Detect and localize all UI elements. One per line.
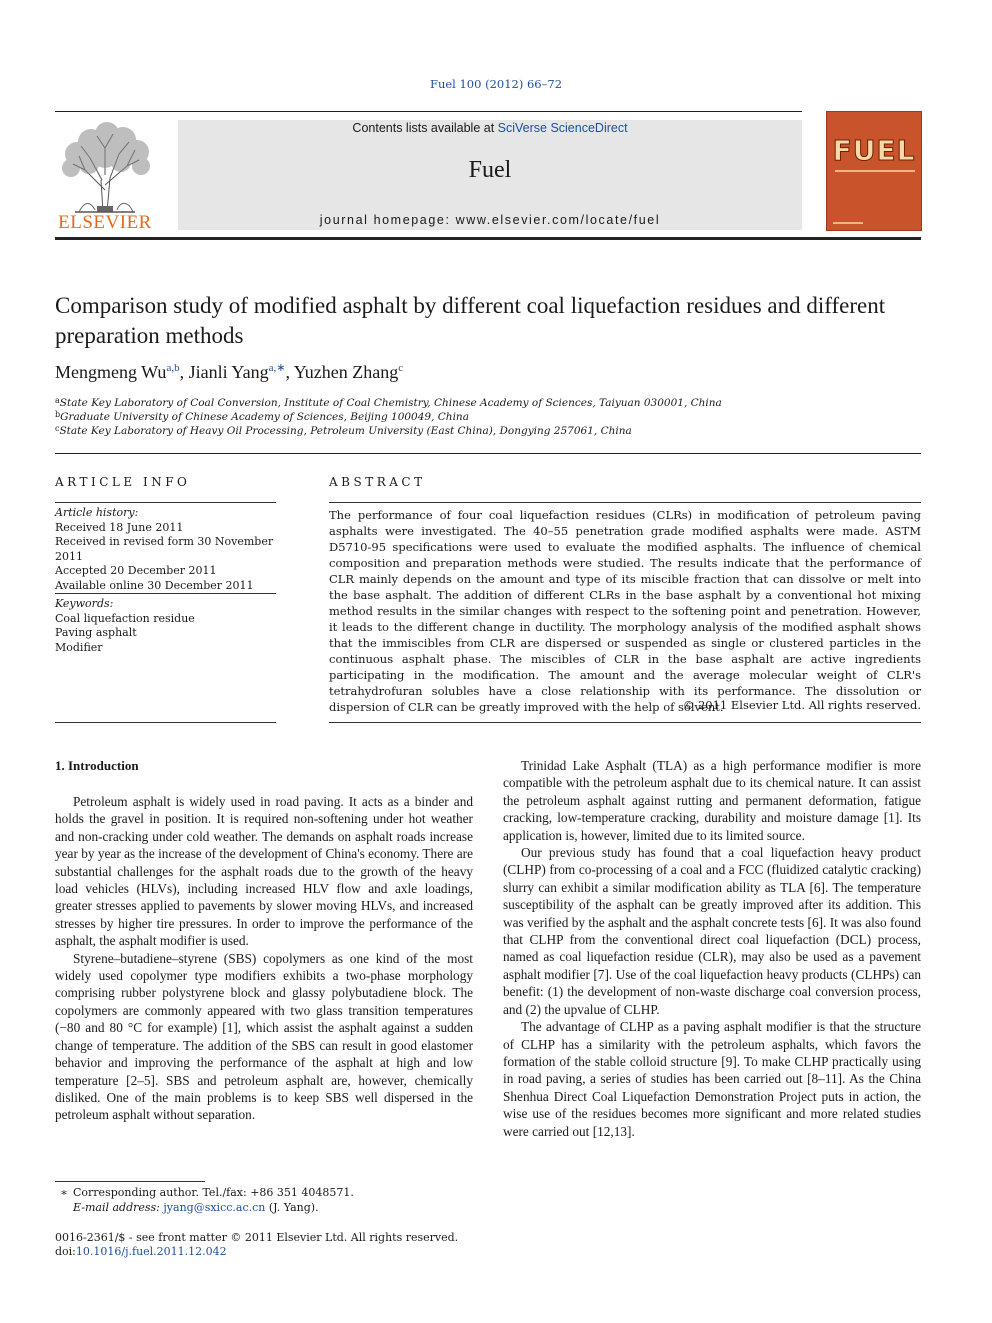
footnote-rule [55,1181,205,1182]
author-separator: , [179,362,189,382]
body-column-right [503,757,921,1140]
sciencedirect-link[interactable]: SciVerse ScienceDirect [497,121,628,135]
doi-prefix: doi: [55,1245,76,1258]
abstract-text: The performance of four coal liquefaction residues (CLRs) in modification of petroleum paving asphalts were investigated. The 40–55 penetration grade modified asphalts were made. ASTM D5710-95 specifications were used to evaluate the modified asphalts. The influence of chemical composition and preparation methods were studied. The results indicate that the performance of CLR mainly depends on the amount and type of its miscible fraction that can dissolve or melt into the base asphalt. The addition of different CLRs in the base asphalt by a conventional hot mixing method results in the similar changes with respect to the softening point and penetration. However, it leads to the different change in ductility. The morphology analysis of the modified asphalt shows that the immiscibles from CLR are dispersed or suspended as single or clustered particles in the continuous asphalt phase. The miscibles of CLR in the base asphalt are active ingredients participating in the modification. The amount and the average molecular weight of CLR's tetrahydrofuran solubles have a close relationship with its performance. The dissolution or dispersion of CLR can be greatly improved with the help of solvent. [329,508,921,714]
article-info-heading: ARTICLE INFO [55,475,191,489]
author-name: Jianli Yang [188,362,269,382]
affiliation [55,410,921,423]
cover-decoration [833,222,863,224]
article-info-rule [55,722,276,723]
history-label: Article history: [55,506,139,519]
affiliation-mark: a [55,396,60,405]
journal-cover-thumbnail[interactable] [826,111,922,231]
email-suffix: (J. Yang). [268,1200,319,1214]
abstract-heading: ABSTRACT [329,475,426,489]
body-paragraph: Our previous study has found that a coal liquefaction heavy product (CLHP) from co-processing of a coal and a FCC (fluidized catalytic cracking) slurry can exhibit a similar modification ability as TLA [6]. The temperature susceptibility of the asphalt can be greatly improved after its addition. This was verified by the asphalt and the asphalt concrete tests [6]. It was also found that CLHP from the conventional direct coal liquefaction (DCL) process, named as coal liquefaction residue (CLR), may also be used as a pavement asphalt modifier [7]. Use of the coal liquefaction heavy products (CLHPs) can benefit: (1) the development of non-waste discharge coal conversion process, and (2) the upvalue of CLHP. [503,845,921,1017]
affiliation-text: State Key Laboratory of Heavy Oil Processing, Petroleum University (East China), Dongying 257061, China [59,425,632,437]
author-list [55,361,921,383]
body-paragraph: Styrene–butadiene–styrene (SBS) copolymers as one kind of the most widely used copolymer type modifiers exhibits a two-phase morphology comprising rubber polystyrene block and glassy polybutadiene block. The copolymers are commonly appeared with two glass transition temperatures (−80 and 80 °C for example) [1], which assist the asphalt against a sudden change of temperature. The addition of the SBS can result in good elastomer behavior and improving the performance of the asphalt at high and low temperature [2–5]. SBS and petroleum asphalt are, however, chemically disliked. One of the main problems is to keep SBS well dispersed in the petroleum asphalt without separation. [55,950,473,1123]
history-received: Received 18 June 2011 [55,520,184,534]
abstract-rule [329,722,921,723]
header-rule-bottom [55,237,921,240]
keyword: Modifier [55,640,103,654]
abstract-rule [329,502,921,503]
history-online: Available online 30 December 2011 [55,578,254,592]
article-info-rule [55,593,276,594]
article-history [55,506,276,593]
corresponding-author-note [55,1186,473,1215]
keywords [55,597,276,655]
author-separator: , [285,362,294,382]
journal-name: Fuel [468,157,512,183]
history-revised: Received in revised form 30 November 2011 [55,535,274,563]
doi-line [55,1245,473,1259]
author-affiliation-marks[interactable]: a,b [166,362,180,374]
corresponding-line [55,1186,473,1201]
affiliation-text: Graduate University of Chinese Academy of Sciences, Beijing 100049, China [60,411,469,423]
body-paragraph: Trinidad Lake Asphalt (TLA) as a high performance modifier is more compatible with the petroleum asphalt due to its chemical nature. It can assist the petroleum asphalt against rutting and permanent deformation, fatigue cracking, low-temperature cracking, durability and moisture damage [1]. Its application is, however, limited due to its limited source. [503,758,921,843]
issn-block [55,1231,473,1259]
issn-line: 0016-2361/$ - see front matter © 2011 Elsevier Ltd. All rights reserved. [55,1231,459,1244]
article-info-rule [55,502,276,503]
journal-citation[interactable]: Fuel 100 (2012) 66–72 [429,77,563,91]
contents-line [178,121,802,135]
author-affiliation-marks[interactable]: c [398,362,404,374]
header-rule-top [55,111,802,112]
journal-homepage[interactable]: journal homepage: www.elsevier.com/locate/fuel [319,213,661,227]
section-heading: 1. Introduction [55,758,139,773]
author-affiliation-marks[interactable]: a,∗ [268,362,286,374]
affiliation-mark: c [55,424,60,433]
doi-link[interactable]: 10.1016/j.fuel.2011.12.042 [75,1245,227,1258]
article-title: Comparison study of modified asphalt by different coal liquefaction residues and different preparation methods [55,293,886,348]
corresponding-text: Corresponding author. Tel./fax: +86 351 4048571. [73,1186,354,1199]
section-rule [55,453,921,454]
email-link[interactable]: jyang@sxicc.ac.cn [163,1200,266,1214]
author-name: Mengmeng Wu [55,362,167,382]
affiliation [55,424,921,437]
history-accepted: Accepted 20 December 2011 [55,564,217,577]
affiliation [55,396,921,409]
email-line [55,1201,473,1216]
body-column-left [55,793,473,1124]
cover-title: FUEL [832,134,916,167]
corresponding-mark: ∗ [60,1186,68,1199]
cover-decoration [835,170,915,172]
email-label: E-mail address: [73,1200,160,1214]
keyword: Coal liquefaction residue [55,611,195,625]
keywords-label: Keywords: [55,597,114,610]
keyword: Paving asphalt [55,626,137,639]
body-paragraph: The advantage of CLHP as a paving asphalt modifier is that the structure of CLHP has a similarity with the petroleum asphalts, which favors the formation of the stable colloid structure [9]. To make CLHP practically using in road paving, a series of studies has been carried out [8–11]. As the China Shenhua Direct Coal Liquefaction Demonstration Project puts in action, the wise use of the residues becomes more significant and more related studies were carried out [12,13]. [503,1019,921,1139]
body-paragraph: Petroleum asphalt is widely used in road paving. It acts as a binder and holds the gravel in position. It is required non-softening under hot weather and non-cracking under cold weather. The demands on asphalt roads increase year by year as the increase of the development of China's economy. There are substantial challenges for the asphalt roads due to the growth of the heavy load vehicles (HLVs), including increased HLV flow and axle loadings, greater stresses applied to pavements by slower moving HLVs, and increased stresses by higher tire pressures. In order to improve the performance of the asphalt, the asphalt modifier is used. [55,794,473,949]
affiliation-text: State Key Laboratory of Coal Conversion, Institute of Coal Chemistry, Chinese Academy of Sciences, Taiyuan 030001, China [59,397,722,409]
contents-prefix: Contents lists available at [352,121,498,135]
abstract-copyright: © 2011 Elsevier Ltd. All rights reserved. [682,698,921,712]
author-name: Yuzhen Zhang [293,362,399,382]
affiliation-mark: b [55,410,61,419]
publisher-logo-text: ELSEVIER [58,212,152,233]
